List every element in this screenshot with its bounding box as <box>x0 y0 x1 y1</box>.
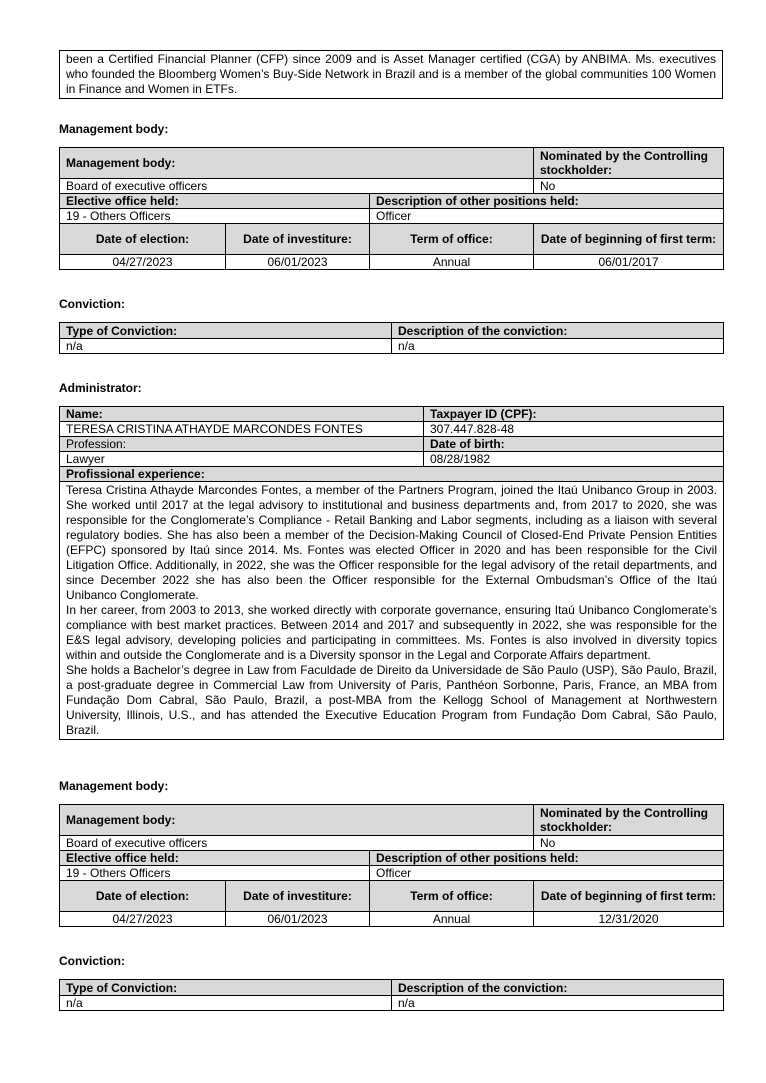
date-of-election-label: Date of election: <box>60 224 226 255</box>
date-of-election-label: Date of election: <box>60 881 226 912</box>
date-of-birth-label: Date of birth: <box>424 437 724 452</box>
management-body-heading-2: Management body: <box>59 779 169 793</box>
elective-office-value: 19 - Others Officers <box>60 209 370 224</box>
conviction-desc-value: n/a <box>392 996 724 1011</box>
management-body-label: Management body: <box>60 148 534 179</box>
intro-text: been a Certified Financial Planner (CFP) since 2009 and is Asset Manager certified (CGA) by ANBIMA. Ms. executives who founded the Bloomberg Women’s Buy-Side Network in Brazil and is a member of the global communities 100 Women in Finance and Women in ETFs. <box>66 52 716 96</box>
management-body-table-2 <box>59 804 724 927</box>
date-of-investiture-label: Date of investiture: <box>226 224 370 255</box>
name-label: Name: <box>60 407 424 422</box>
date-of-investiture-label: Date of investiture: <box>226 881 370 912</box>
first-term-label: Date of beginning of first term: <box>534 881 724 912</box>
experience-label: Profissional experience: <box>60 467 724 482</box>
elective-office-value: 19 - Others Officers <box>60 866 370 881</box>
term-of-office-label: Term of office: <box>370 224 534 255</box>
date-of-investiture-value: 06/01/2023 <box>226 255 370 270</box>
elective-office-label: Elective office held: <box>60 851 370 866</box>
profession-label: Profession: <box>60 437 424 452</box>
experience-paragraph: In her career, from 2003 to 2013, she worked directly with corporate governance, ensuring Itaú Unibanco Conglomerate’s compliance with best market practices. Between 2014 and 2017 and subsequently in 2022, she was responsible for the E&S legal advisory, developing policies and participating in committees. Ms. Fontes is also involved in diversity topics within and outside the Conglomerate and is a Diversity sponsor in the Legal and Corporate Affairs department. <box>66 603 717 662</box>
conviction-type-value: n/a <box>60 996 392 1011</box>
management-body-value: Board of executive officers <box>60 179 534 194</box>
experience-paragraph: She holds a Bachelor’s degree in Law from Faculdade de Direito da Universidade de São Paulo (USP), São Paulo, Brazil, a post-graduate degree in Commercial Law from University of Paris, Panthéon Sorbonne, Paris, France, an MBA from Fundação Dom Cabral, São Paulo, Brazil, a post-MBA from the Kellogg School of Management at Northwestern University, Illinois, U.S., and has attended the Executive Education Program from Fundação Dom Cabral, São Paulo, Brazil. <box>66 663 717 737</box>
name-value: TERESA CRISTINA ATHAYDE MARCONDES FONTES <box>60 422 424 437</box>
term-of-office-value: Annual <box>370 255 534 270</box>
term-of-office-label: Term of office: <box>370 881 534 912</box>
profession-value: Lawyer <box>60 452 424 467</box>
experience-paragraph: Teresa Cristina Athayde Marcondes Fontes, a member of the Partners Program, joined the Itaú Unibanco Group in 2003. She worked until 2017 at the legal advisory to institutional and business departments and, from 2017 to 2020, she was responsible for the Conglomerate’s Compliance - Retail Banking and Labor segments, including as a liaison with several regulatory bodies. She has also been a member of the Decision-Making Council of Closed-End Private Pension Entities (EFPC) sponsored by Itaú since 2014. Ms. Fontes was elected Officer in 2020 and has been responsible for the Civil Litigation Office. Additionally, in 2022, she was the Officer responsible for the legal advisory of the retail departments, and since December 2022 she has also been the Officer responsible for the External Ombudsman’s Office of the Itaú Unibanco Conglomerate. <box>66 483 717 602</box>
conviction-type-label: Type of Conviction: <box>60 323 392 339</box>
management-body-label: Management body: <box>60 805 534 836</box>
nominated-label: Nominated by the Controlling stockholder: <box>534 805 724 836</box>
date-of-birth-value: 08/28/1982 <box>424 452 724 467</box>
conviction-heading: Conviction: <box>59 297 125 311</box>
conviction-table <box>59 322 724 354</box>
first-term-value: 12/31/2020 <box>534 912 724 927</box>
conviction-desc-label: Description of the conviction: <box>392 980 724 996</box>
nominated-value: No <box>534 836 724 851</box>
intro-text-box <box>59 50 723 99</box>
date-of-election-value: 04/27/2023 <box>60 255 226 270</box>
other-positions-value: Officer <box>370 866 724 881</box>
other-positions-value: Officer <box>370 209 724 224</box>
other-positions-label: Description of other positions held: <box>370 851 724 866</box>
conviction-heading-2: Conviction: <box>59 954 125 968</box>
conviction-type-value: n/a <box>60 339 392 354</box>
first-term-label: Date of beginning of first term: <box>534 224 724 255</box>
administrator-table <box>59 406 724 740</box>
nominated-label: Nominated by the Controlling stockholder: <box>534 148 724 179</box>
conviction-table-2 <box>59 979 724 1011</box>
conviction-type-label: Type of Conviction: <box>60 980 392 996</box>
administrator-heading: Administrator: <box>59 381 142 395</box>
conviction-desc-value: n/a <box>392 339 724 354</box>
cpf-label: Taxpayer ID (CPF): <box>424 407 724 422</box>
term-of-office-value: Annual <box>370 912 534 927</box>
management-body-table <box>59 147 724 270</box>
date-of-investiture-value: 06/01/2023 <box>226 912 370 927</box>
date-of-election-value: 04/27/2023 <box>60 912 226 927</box>
management-body-value: Board of executive officers <box>60 836 534 851</box>
cpf-value: 307.447.828-48 <box>424 422 724 437</box>
elective-office-label: Elective office held: <box>60 194 370 209</box>
first-term-value: 06/01/2017 <box>534 255 724 270</box>
conviction-desc-label: Description of the conviction: <box>392 323 724 339</box>
other-positions-label: Description of other positions held: <box>370 194 724 209</box>
experience-text <box>60 482 724 740</box>
nominated-value: No <box>534 179 724 194</box>
management-body-heading: Management body: <box>59 122 169 136</box>
